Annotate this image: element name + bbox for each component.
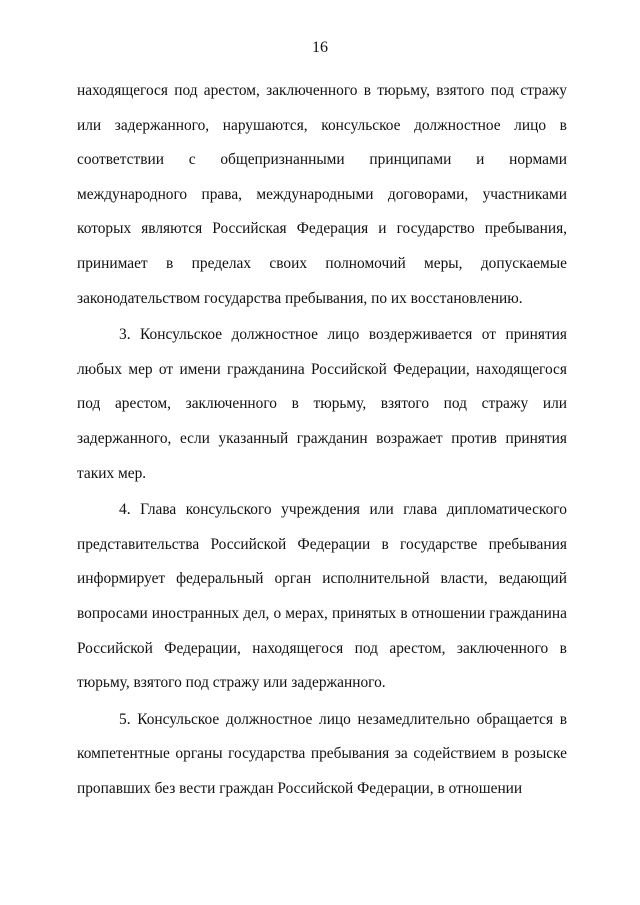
text-line: международного права, международными договорами, участниками [77, 185, 567, 203]
text-line: соответствии с общепризнанными принципами и нормами [77, 151, 567, 169]
text-line: которых являются Российская Федерация и государство пребывания, [77, 220, 567, 238]
text-line: под арестом, заключенного в тюрьму, взятого под стражу или [77, 395, 567, 413]
text-line: 4. Глава консульского учреждения или глава дипломатического [119, 501, 567, 519]
text-line: 3. Консульское должностное лицо воздерживается от принятия [119, 326, 567, 344]
text-line: любых мер от имени гражданина Российской Федерации, находящегося [77, 360, 567, 378]
text-line: законодательством государства пребывания, по их восстановлению. [77, 289, 523, 307]
paragraph-p_continued [77, 74, 567, 316]
text-line: принимает в пределах своих полномочий меры, допускаемые [77, 254, 567, 272]
page-number: 16 [312, 39, 328, 56]
text-line: тюрьму, взятого под стражу или задержанного. [77, 674, 386, 692]
paragraph-p4 [77, 493, 567, 701]
text-line: Российской Федерации, находящегося под арестом, заключенного в [77, 639, 567, 657]
text-line: или задержанного, нарушаются, консульское должностное лицо в [77, 116, 567, 134]
text-line: информирует федеральный орган исполнительной власти, ведающий [77, 570, 567, 588]
paragraph-p5 [77, 703, 567, 807]
text-line: компетентные органы государства пребывания за содействием в розыске [77, 745, 567, 763]
text-line: задержанного, если указанный гражданин возражает против принятия [77, 429, 567, 447]
text-line: вопросами иностранных дел, о мерах, принятых в отношении гражданина [77, 604, 567, 622]
text-line: 5. Консульское должностное лицо незамедлительно обращается в [119, 710, 567, 728]
text-line: пропавших без вести граждан Российской Федерации, в отношении [77, 779, 523, 797]
text-line: представительства Российской Федерации в государстве пребывания [77, 535, 567, 553]
paragraph-p3 [77, 318, 567, 491]
text-line: находящегося под арестом, заключенного в тюрьму, взятого под стражу [77, 82, 567, 99]
text-line: таких мер. [77, 464, 147, 482]
document-body [77, 74, 567, 806]
